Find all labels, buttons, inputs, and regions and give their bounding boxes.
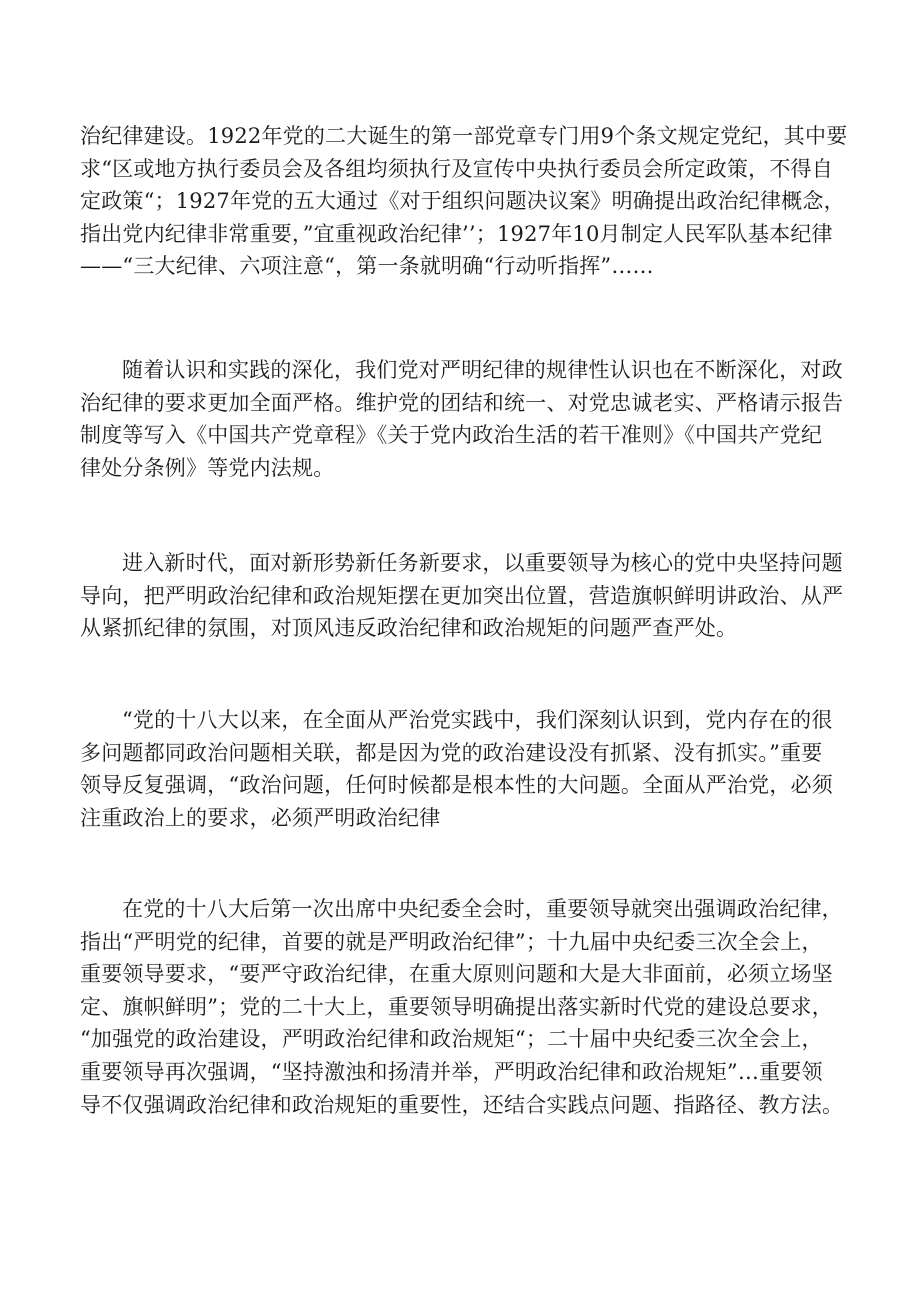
text-line: 进入新时代，面对新形势新任务新要求，以重要领导为核心的党中央坚持问题 — [122, 551, 843, 575]
text-line: 导不仅强调政治纪律和政治规矩的重要性，还结合实践点问题、指路径、教方法。 — [80, 1092, 844, 1117]
paragraph-emphasis — [80, 893, 860, 1121]
text-line: 领导反复强调，“政治问题，任何时候都是根本性的大问题。全面从严治党，必须 — [80, 773, 833, 798]
text-line: 导向，把严明政治纪律和政治规矩摆在更加突出位置，营造旗帜鲜明讲政治、从严 — [80, 583, 844, 608]
text-line: 在党的十八大后第一次出席中央纪委全会时，重要领导就突出强调政治纪律， — [122, 897, 843, 921]
paragraph-history — [80, 120, 860, 283]
text-line: 律处分条例》等党内法规。 — [80, 455, 335, 480]
text-line: 重要领导再次强调，“坚持激浊和扬清并举，严明政治纪律和政治规矩”…重要领 — [80, 1059, 823, 1084]
text-line: 治纪律的要求更加全面严格。维护党的团结和统一、对党忠诚老实、严格请示报告 — [80, 390, 844, 415]
text-line: 重要领导要求，“要严守政治纪律，在重大原则问题和大是大非面前，必须立场坚 — [80, 962, 833, 987]
text-line: 治纪律建设。1922年党的二大诞生的第一部党章专门用9个条文规定党纪，其中要 — [80, 124, 848, 148]
text-line: “党的十八大以来，在全面从严治党实践中，我们深刻认识到，党内存在的很 — [122, 708, 833, 732]
text-line: 指出党内纪律非常重要，”宜重视政治纪律’’；1927年10月制定人民军队基本纪律 — [80, 221, 833, 246]
paragraph-new-era — [80, 547, 860, 645]
text-line: 求“区或地方执行委员会及各组均须执行及宣传中央执行委员会所定政策，不得自 — [80, 156, 833, 181]
paragraph-quote — [80, 704, 860, 834]
text-line: 定、旗帜鲜明”；党的二十大上，重要领导明确提出落实新时代党的建设总要求， — [80, 994, 833, 1019]
text-line: 制度等写入《中国共产党章程》《关于党内政治生活的若干准则》《中国共产党纪 — [80, 423, 823, 448]
text-line: 随着认识和实践的深化，我们党对严明纪律的规律性认识也在不断深化，对政 — [122, 358, 843, 382]
text-line: 注重政治上的要求，必须严明政治纪律 — [80, 805, 441, 830]
text-line: 定政策“；1927年党的五大通过《对于组织问题决议案》明确提出政治纪律概念， — [80, 189, 845, 214]
paragraph-deepening — [80, 354, 860, 484]
text-line: 指出“严明党的纪律，首要的就是严明政治纪律”；十九届中央纪委三次全会上， — [80, 929, 823, 954]
text-line: ——“三大纪律、六项注意“，第一条就明确“行动听指挥”…… — [80, 254, 654, 279]
text-line: 从紧抓纪律的氛围，对顶风违反政治纪律和政治规矩的问题严查严处。 — [80, 616, 738, 641]
text-line: 多问题都同政治问题相关联，都是因为党的政治建设没有抓紧、没有抓实。”重要 — [80, 740, 823, 765]
text-line: “加强党的政治建设，严明政治纪律和政治规矩“；二十届中央纪委三次全会上， — [80, 1027, 823, 1052]
